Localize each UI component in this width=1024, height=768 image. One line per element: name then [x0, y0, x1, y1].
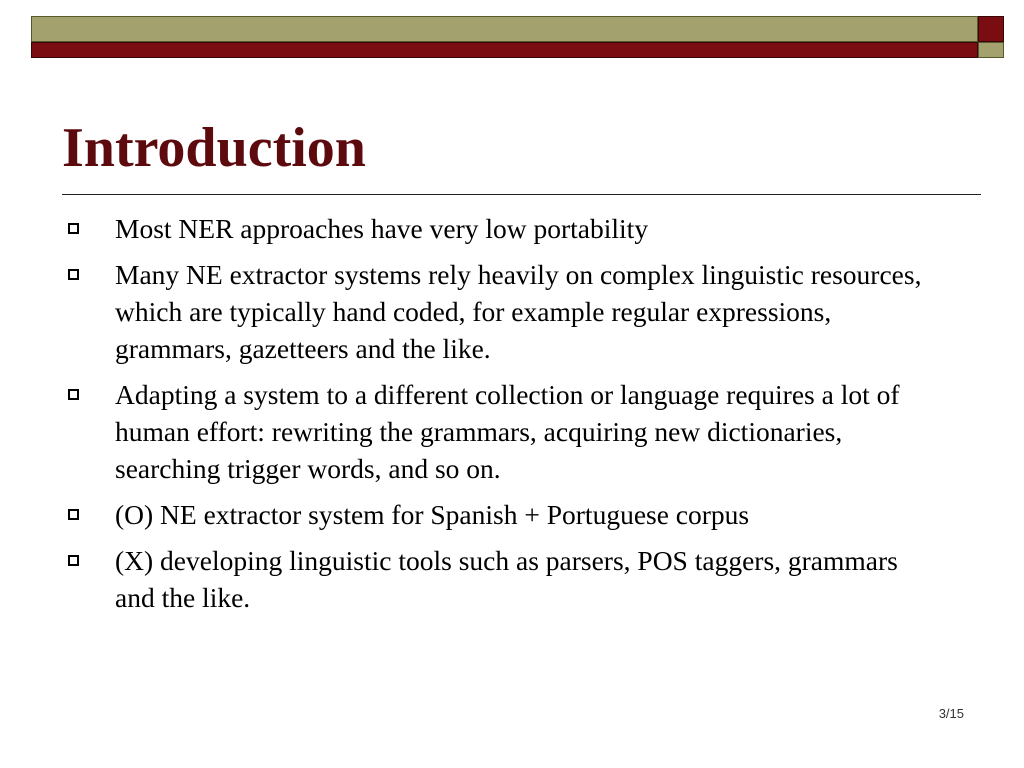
page-number: 3/15 — [938, 706, 964, 721]
bullet-item — [60, 256, 940, 367]
bullet-item — [60, 376, 940, 487]
bullet-item — [60, 542, 940, 616]
header-bar-olive — [31, 16, 978, 42]
title-divider — [62, 194, 981, 195]
bullet-text: Most NER approaches have very low portability — [115, 213, 649, 244]
bullet-text: (O) NE extractor system for Spanish + Portuguese corpus — [115, 499, 750, 530]
bullet-text: Adapting a system to a different collection or language requires a lot of human effort: rewriting the grammars, acquiring new dictionaries, searching trigger words, and so on. — [115, 379, 900, 484]
hollow-square-icon — [68, 389, 79, 400]
bullet-item — [60, 496, 940, 533]
hollow-square-icon — [68, 555, 79, 566]
header-square-maroon — [978, 16, 1004, 42]
hollow-square-icon — [68, 223, 79, 234]
hollow-square-icon — [68, 269, 79, 280]
header-bar-maroon — [31, 42, 978, 58]
bullet-list — [60, 210, 940, 625]
bullet-text: (X) developing linguistic tools such as parsers, POS taggers, grammars and the like. — [115, 545, 898, 613]
bullet-item — [60, 210, 940, 247]
bullet-text: Many NE extractor systems rely heavily on complex linguistic resources, which are typically hand coded, for example regular expressions, grammars, gazetteers and the like. — [115, 259, 922, 364]
hollow-square-icon — [68, 509, 79, 520]
header-square-olive — [978, 42, 1004, 58]
slide-title: Introduction — [62, 117, 366, 179]
